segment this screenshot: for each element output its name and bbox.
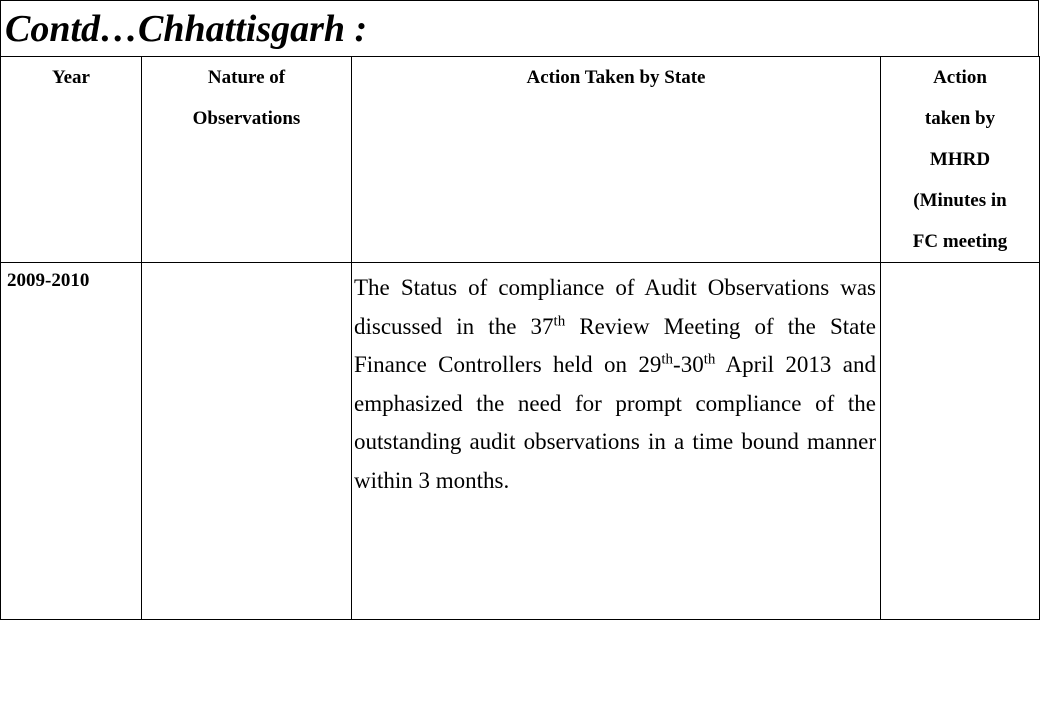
row-action-mhrd-cell bbox=[881, 263, 1040, 620]
title-bar bbox=[0, 0, 1039, 57]
header-year-label: Year bbox=[52, 67, 90, 88]
action-sup-3: th bbox=[703, 351, 716, 368]
action-text-part-3: -30 bbox=[673, 352, 704, 377]
page-title: Contd…Chhattisgarh : bbox=[5, 8, 368, 50]
header-year bbox=[1, 57, 142, 263]
header-action-state-label: Action Taken by State bbox=[526, 67, 706, 88]
header-action-taken-by-mhrd bbox=[881, 57, 1040, 263]
observations-table bbox=[0, 56, 1040, 620]
header-nature-line-2: Observations bbox=[192, 108, 301, 129]
table-header-row bbox=[1, 57, 1040, 263]
header-mhrd-line-1: Action bbox=[933, 67, 987, 88]
action-text-part-1: The Status of compliance of Audit Observations was discussed in the 37 bbox=[354, 275, 876, 339]
action-sup-1: th bbox=[553, 312, 566, 329]
header-nature-line-1: Nature of bbox=[207, 67, 286, 88]
row-nature-cell bbox=[142, 263, 352, 620]
header-nature-of-observations bbox=[142, 57, 352, 263]
table-row bbox=[1, 263, 1040, 620]
row-action-state-cell bbox=[352, 263, 881, 620]
header-mhrd-line-5: FC meeting bbox=[912, 231, 1008, 252]
header-mhrd-line-4: (Minutes in bbox=[913, 190, 1007, 211]
action-text-part-2: Review Meeting of the State Finance Controllers held on 29 bbox=[354, 313, 876, 377]
row-year-cell: 2009-2010 bbox=[1, 263, 142, 620]
header-action-taken-by-state bbox=[352, 57, 881, 263]
action-text-part-4: April 2013 and emphasized the need for prompt compliance of the outstanding audit observations in a time bound manner within 3 months. bbox=[354, 352, 876, 493]
header-mhrd-line-2: taken by bbox=[924, 108, 996, 129]
header-mhrd-line-3: MHRD bbox=[929, 149, 991, 170]
action-sup-2: th bbox=[661, 351, 674, 368]
